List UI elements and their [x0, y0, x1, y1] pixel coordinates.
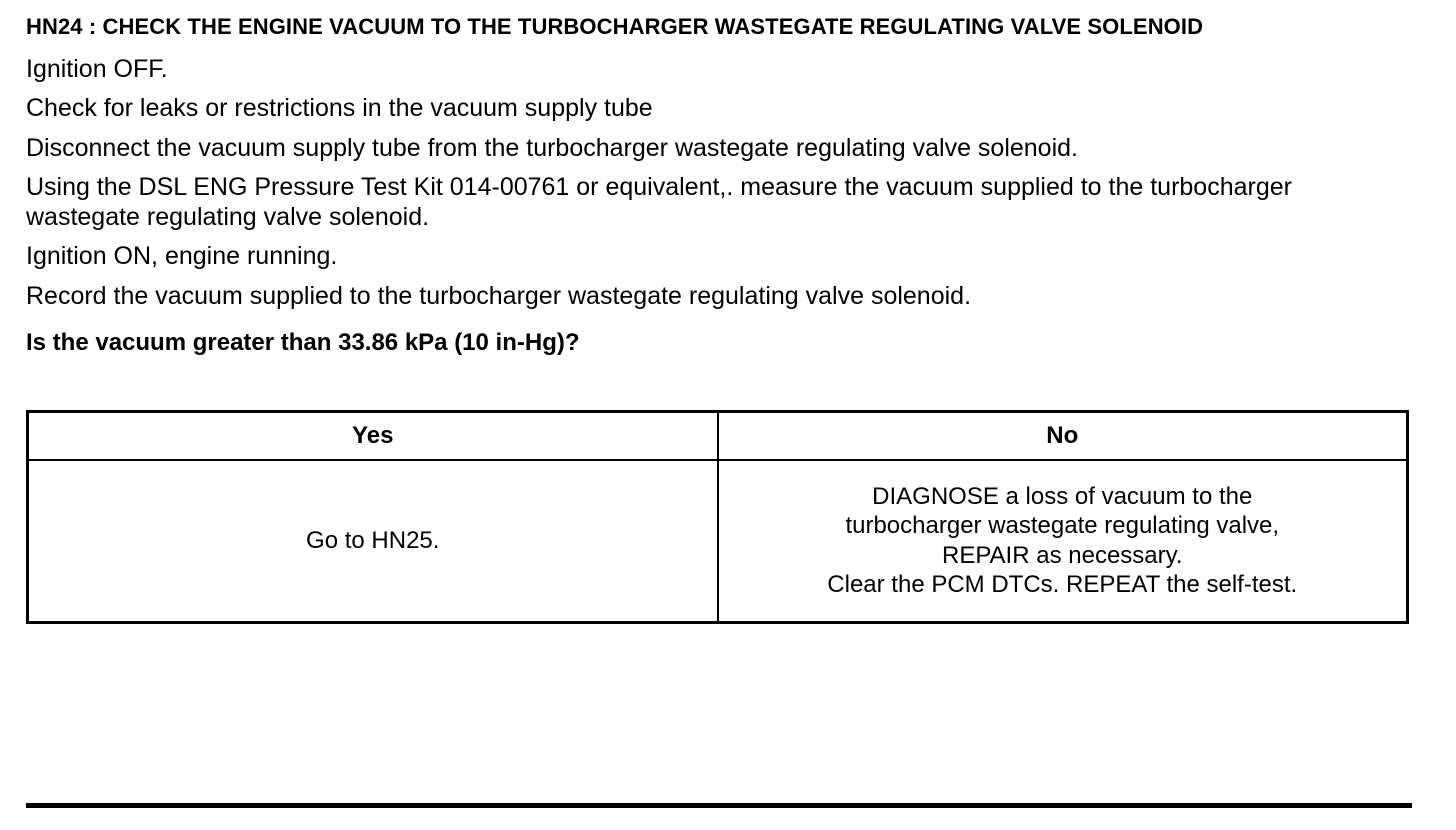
yes-action-cell: Go to HN25.: [28, 460, 718, 623]
column-header-yes: Yes: [28, 411, 718, 460]
no-action-cell: [718, 460, 1408, 623]
step-2: Check for leaks or restrictions in the vacuum supply tube: [26, 94, 653, 123]
no-action-line-3: REPAIR as necessary.: [941, 541, 1183, 569]
footer-divider: [26, 803, 1412, 808]
decision-question: Is the vacuum greater than 33.86 kPa (10 in-Hg)?: [26, 329, 580, 357]
no-action-line-1: DIAGNOSE a loss of vacuum to the: [872, 483, 1253, 511]
column-header-no: No: [718, 411, 1408, 460]
step-4: Using the DSL ENG Pressure Test Kit 014-00761 or equivalent,. measure the vacuum supplied to the turbocharger wastegate regulating valve solenoid.: [26, 173, 1292, 231]
step-5: Ignition ON, engine running.: [26, 242, 338, 271]
no-action-line-4: Clear the PCM DTCs. REPEAT the self-test.: [827, 570, 1298, 598]
page-title: HN24 : CHECK THE ENGINE VACUUM TO THE TURBOCHARGER WASTEGATE REGULATING VALVE SOLENOID: [26, 14, 1204, 39]
step-6: Record the vacuum supplied to the turbocharger wastegate regulating valve solenoid.: [26, 281, 972, 310]
step-3: Disconnect the vacuum supply tube from the turbocharger wastegate regulating valve solenoid.: [26, 133, 1078, 162]
no-action-line-2: turbocharger wastegate regulating valve,: [845, 512, 1280, 540]
table-row: [28, 460, 1408, 623]
table-header-row: [28, 411, 1408, 460]
step-1: Ignition OFF.: [26, 54, 168, 83]
decision-table: [26, 410, 1409, 624]
no-action-lines: [725, 482, 1401, 599]
spacer: [26, 368, 1430, 410]
